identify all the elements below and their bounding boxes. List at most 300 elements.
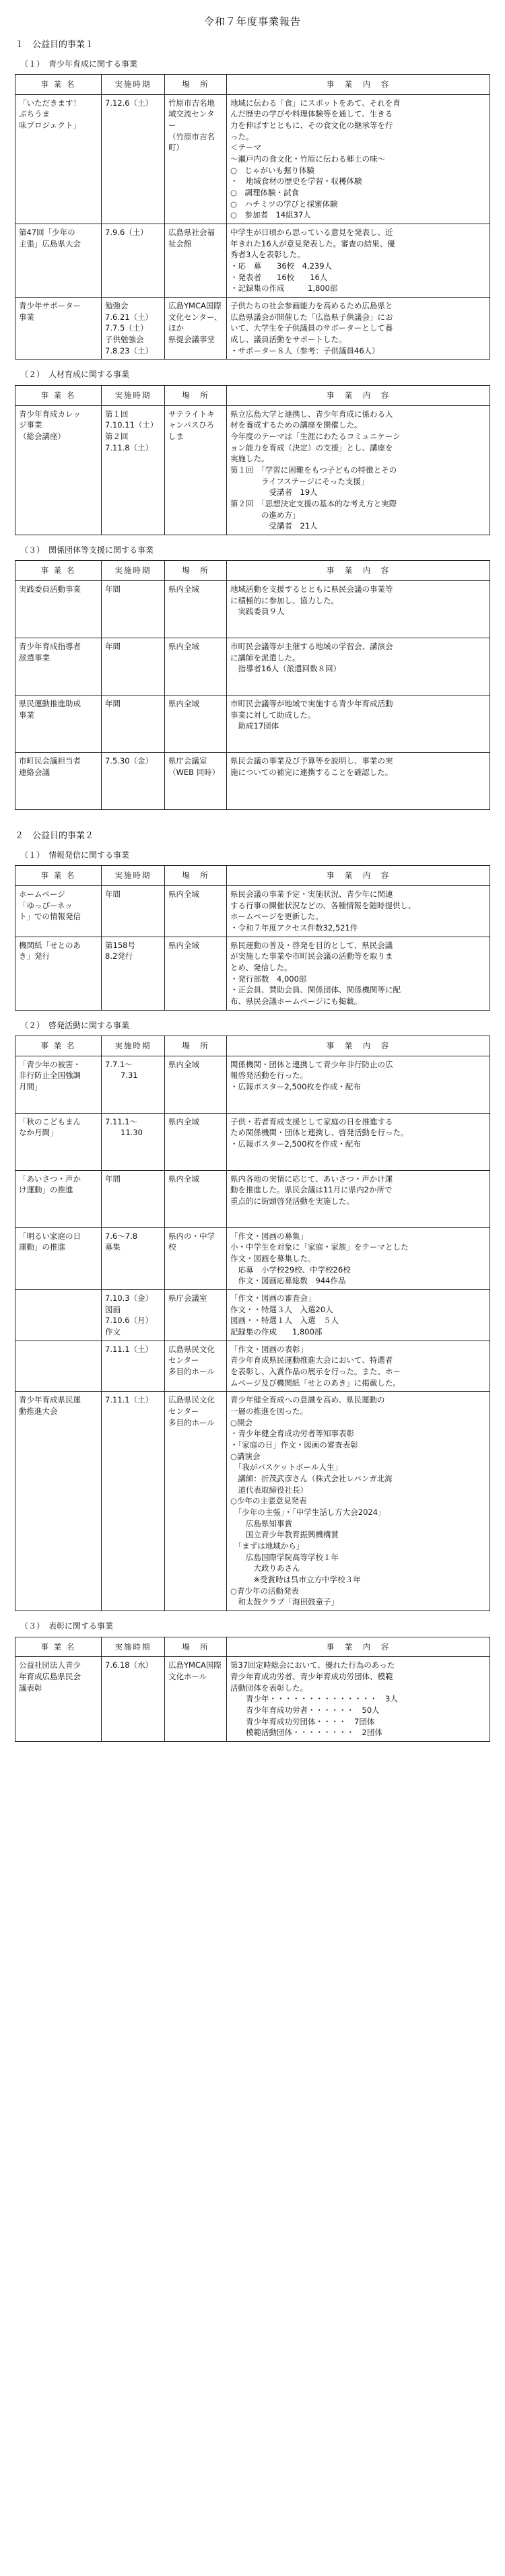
cell-text-line: 広島県議会が開催した「広島県子供議会」にお — [230, 312, 393, 322]
cell-text-line: 子供勉強会 — [105, 335, 144, 345]
cell-text-line: 勉強会 — [105, 301, 129, 311]
cell-text-line: 大政りあさん — [230, 1563, 300, 1573]
cell-text-line: 第47回「少年の — [19, 228, 75, 238]
cell-text-line: 7.6.18（水） — [105, 1660, 154, 1670]
cell-text-line: 「作文・図画の募集」 — [230, 1231, 308, 1241]
column-header: 実施時期 — [102, 74, 165, 94]
content-cell — [227, 937, 490, 1010]
cell-text-line: ・サポーター８人（参考：子供議員46人） — [230, 345, 380, 355]
cell-text-line: 青少年育成功労者、青少年育成功労団体、模範 — [230, 1671, 393, 1681]
content-cell — [227, 224, 490, 298]
cell-text-line: け運動」の推進 — [19, 1185, 73, 1195]
project-name-cell — [15, 937, 102, 1010]
cell-text-line: ～瀬戸内の食文化・竹原に伝わる郷土の味～ — [230, 154, 385, 164]
column-header: 事 業 名 — [15, 1637, 102, 1657]
cell-text-line: 県内全域 — [168, 1116, 199, 1126]
cell-text-line: 域交流センタ — [168, 109, 215, 119]
cell-text-line: ・発行部数 4,000部 — [230, 974, 307, 984]
table-row — [15, 1657, 490, 1742]
column-header: 実施時期 — [102, 1637, 165, 1657]
cell-text-line: 第37回定時総会において、優れた行為のあった — [230, 1660, 395, 1670]
cell-text-line: なか月間」 — [19, 1128, 58, 1138]
cell-text-line: 7.10.11（土） — [105, 420, 158, 430]
cell-text-line: 講師：折茂武彦さん（株式会社レバンガ北海 — [230, 1474, 393, 1484]
content-cell — [227, 638, 490, 695]
cell-text-line: 「作文・図画の表彰」 — [230, 1344, 308, 1354]
cell-text-line: 県内各地の実情に応じて、あいさつ・声かけ運 — [230, 1174, 393, 1184]
cell-text-line: 年育成広島県民会 — [19, 1671, 81, 1681]
table-row — [15, 1056, 490, 1113]
content-cell — [227, 752, 490, 809]
cell-text-line: 道代表取締役社長） — [230, 1485, 308, 1495]
cell-text-line: 県内全域 — [168, 698, 199, 708]
period-cell — [102, 638, 165, 695]
column-header: 場 所 — [165, 74, 227, 94]
cell-text-line: ・記録集の作成 1,800部 — [230, 283, 338, 294]
cell-text-line: 機関紙「せとのあ — [19, 940, 81, 950]
place-cell — [165, 224, 227, 298]
cell-text-line: 青少年・・・・・・・・・・・・・・ 3人 — [230, 1694, 398, 1704]
cell-text-line: が実施した事業や市町民会議の活動等を取りま — [230, 951, 393, 961]
cell-text-line: 文化センター、 — [168, 312, 222, 322]
cell-text-line: 味プロジェクト」 — [19, 121, 81, 130]
column-header: 事 業 内 容 — [227, 866, 490, 886]
period-cell — [102, 1341, 165, 1392]
cell-text-line: 青少年育成カレッ — [19, 409, 81, 419]
column-header: 実施時期 — [102, 1036, 165, 1056]
cell-text-line: ○ ハチミツの学びと採蜜体験 — [230, 199, 338, 209]
project-name-cell — [15, 1056, 102, 1113]
report-sections — [15, 39, 490, 1742]
cell-text-line: 連絡会議 — [19, 767, 50, 777]
cell-text-line: 広島県民文化 — [168, 1344, 215, 1354]
cell-text-line: 県内の・中学 — [168, 1231, 215, 1241]
cell-text-line: 募集 — [105, 1242, 121, 1252]
cell-text-line: 県内全域 — [168, 889, 199, 899]
column-header: 事 業 名 — [15, 1036, 102, 1056]
period-cell — [102, 1170, 165, 1227]
cell-text-line: ライフステージにそった支援」 — [230, 476, 369, 486]
cell-text-line: 青少年育成県民運動推進大会において、特選者 — [230, 1355, 393, 1365]
cell-text-line: ○ 参加者 14組37人 — [230, 210, 311, 220]
cell-text-line: 広島県知事賞 — [230, 1518, 292, 1528]
cell-text-line: 非行防止全国強調 — [19, 1071, 81, 1081]
cell-text-line: 派遣事業 — [19, 652, 50, 663]
table-row — [15, 580, 490, 638]
cell-text-line: 年間 — [105, 889, 121, 899]
cell-text-line: 7.11.1（土） — [105, 1395, 154, 1405]
cell-text-line: 応募 小学校29校、中学校26校 — [230, 1264, 351, 1275]
cell-text-line: ー — [168, 121, 176, 130]
cell-text-line: 事業 — [19, 710, 34, 720]
period-cell — [102, 94, 165, 224]
cell-text-line: （総会講座） — [19, 431, 65, 441]
cell-text-line: センター — [168, 1406, 199, 1417]
period-cell — [102, 1657, 165, 1742]
project-name-cell — [15, 1290, 102, 1341]
place-cell — [165, 298, 227, 360]
cell-text-line: 県提会議事堂 — [168, 335, 215, 345]
project-name-cell — [15, 638, 102, 695]
cell-text-line: を表彰し、入賞作品の展示を行った。また、ホー — [230, 1367, 401, 1377]
cell-text-line: 県立広島大学と連携し、青少年育成に係わる人 — [230, 409, 393, 419]
cell-text-line: 模範活動団体・・・・・・・・ 2団体 — [230, 1728, 382, 1738]
table-row — [15, 638, 490, 695]
place-cell — [165, 405, 227, 535]
cell-text-line: 記録集の作成 1,800部 — [230, 1327, 323, 1337]
place-cell — [165, 638, 227, 695]
cell-text-line: 作文・図画応募総数 944作品 — [230, 1276, 346, 1286]
place-cell — [165, 937, 227, 1010]
subsection-heading: （１） 青少年育成に関する事業 — [20, 59, 138, 69]
place-cell — [165, 1056, 227, 1113]
cell-text-line: 今年度のテーマは「生涯にわたるコミュニケーシ — [230, 431, 401, 441]
cell-text-line: 祉会館 — [168, 238, 192, 248]
cell-text-line: に講師を派遣した。 — [230, 652, 300, 663]
cell-text-line: ャンパスひろ — [168, 420, 215, 430]
place-cell — [165, 1290, 227, 1341]
subsection-heading: （１） 情報発信に関する事業 — [20, 850, 130, 860]
cell-text-line: 作文 — [105, 1327, 121, 1337]
project-name-cell — [15, 1341, 102, 1392]
cell-text-line: 7.10.3（金） — [105, 1293, 154, 1303]
table-row — [15, 224, 490, 298]
cell-text-line: 地域活動を支援するとともに県民会議の事業等 — [230, 584, 393, 594]
cell-text-line: 議表彰 — [19, 1683, 42, 1693]
project-name-cell — [15, 1170, 102, 1227]
column-header: 事 業 名 — [15, 385, 102, 405]
cell-text-line: 校 — [168, 1242, 176, 1252]
cell-text-line: 第１回 — [105, 409, 129, 419]
cell-text-line: ・青少年健全育成功労者等知事表彰 — [230, 1429, 354, 1439]
cell-text-line: 受講者 19人 — [230, 487, 318, 498]
period-cell — [102, 1113, 165, 1170]
cell-text-line: （WEB 同時） — [168, 767, 220, 777]
cell-text-line: 助成17団体 — [230, 721, 279, 731]
table-header-row — [15, 866, 490, 886]
cell-text-line: とめ、発信した。 — [230, 962, 292, 972]
cell-text-line: 事業 — [19, 312, 34, 322]
cell-text-line: （竹原市吉名町） — [168, 131, 215, 153]
content-cell — [227, 1056, 490, 1113]
period-cell — [102, 752, 165, 809]
cell-text-line: 指導者16人（派遣回数８回） — [230, 664, 341, 674]
cell-text-line: 青少年育成功労団体・・・・ 7団体 — [230, 1716, 375, 1726]
place-cell — [165, 1113, 227, 1170]
report-table — [15, 865, 490, 1010]
column-header: 事 業 内 容 — [227, 1036, 490, 1056]
place-cell — [165, 580, 227, 638]
cell-text-line: んだ歴史の学びや料理体験等を通して、生きる — [230, 109, 393, 119]
project-name-cell — [15, 580, 102, 638]
cell-text-line: 「あいさつ・声か — [19, 1174, 81, 1184]
cell-text-line: ○ 調理体験・試食 — [230, 188, 300, 198]
column-header: 事 業 内 容 — [227, 1637, 490, 1657]
cell-text-line: 公益社団法人青少 — [19, 1660, 81, 1670]
cell-text-line: 県民会議の事業予定・実施状況、青少年に関連 — [230, 889, 393, 899]
cell-text-line: に積極的に参加し、協力した。 — [230, 595, 339, 605]
cell-text-line: 多目的ホール — [168, 1367, 215, 1377]
cell-text-line: ョン能力を育成（決定）の支援」とし、講座を — [230, 442, 393, 452]
cell-text-line: ・ 地域食材の歴史を学習・収穫体験 — [230, 176, 362, 187]
cell-text-line: き」発行 — [19, 951, 50, 961]
cell-text-line: 活動団体を表彰した。 — [230, 1683, 308, 1693]
cell-text-line: ○開会 — [230, 1417, 253, 1427]
cell-text-line: 国立青少年教育振興機構賞 — [230, 1530, 339, 1540]
table-header-row — [15, 561, 490, 581]
column-header: 事 業 名 — [15, 561, 102, 581]
column-header: 実施時期 — [102, 561, 165, 581]
column-header: 場 所 — [165, 1036, 227, 1056]
project-name-cell — [15, 224, 102, 298]
cell-text-line: ＜テーマ — [230, 143, 261, 153]
section-heading: １ 公益目的事業１ — [15, 39, 94, 50]
table-row — [15, 752, 490, 809]
cell-text-line: 竹原市吉名地 — [168, 98, 215, 108]
table-row — [15, 298, 490, 360]
content-cell — [227, 1657, 490, 1742]
cell-text-line: 県内全域 — [168, 1174, 199, 1184]
project-name-cell — [15, 695, 102, 752]
cell-text-line: する行事の開催状況などの、各種情報を随時提供し、 — [230, 900, 416, 910]
table-row — [15, 1290, 490, 1341]
cell-text-line: ○少年の主張意見発表 — [230, 1496, 307, 1506]
period-cell — [102, 1227, 165, 1289]
column-header: 実施時期 — [102, 866, 165, 886]
cell-text-line: 7.7.5（土） — [105, 323, 148, 333]
report-table — [15, 74, 490, 360]
table-row — [15, 1392, 490, 1611]
column-header: 場 所 — [165, 385, 227, 405]
table-row — [15, 1227, 490, 1289]
column-header: 事 業 内 容 — [227, 74, 490, 94]
cell-text-line: 7.6.21（土） — [105, 312, 154, 322]
period-cell — [102, 224, 165, 298]
cell-text-line: 第158号 — [105, 940, 135, 950]
cell-text-line: 一層の推進を図った。 — [230, 1406, 308, 1417]
cell-text-line: 青少年健全育成への意識を高め、県民運動の — [230, 1395, 385, 1405]
cell-text-line: ○青少年の活動発表 — [230, 1586, 300, 1596]
cell-text-line: ・応 募 36校 4,239人 — [230, 261, 333, 271]
place-cell — [165, 1392, 227, 1611]
report-table — [15, 385, 490, 535]
cell-text-line: 年間 — [105, 584, 121, 594]
cell-text-line: 成し、議員活動をサポートした。 — [230, 335, 347, 345]
cell-text-line: 「我がバスケットボール人生」 — [230, 1462, 342, 1472]
place-cell — [165, 695, 227, 752]
project-name-cell — [15, 94, 102, 224]
cell-text-line: しま — [168, 431, 184, 441]
cell-text-line: 多目的ホール — [168, 1417, 215, 1427]
cell-text-line: 7.8.23（土） — [105, 345, 154, 355]
cell-text-line: ため関係機関・団体と連携し、啓発活動を行った。 — [230, 1128, 409, 1138]
content-cell — [227, 1113, 490, 1170]
cell-text-line: 「ゆっぴーネッ — [19, 900, 73, 910]
cell-text-line: 7.11.1（土） — [105, 1344, 154, 1354]
cell-text-line: 第２回 — [105, 431, 129, 441]
cell-text-line: 7.10.6（月） — [105, 1316, 154, 1326]
place-cell — [165, 1657, 227, 1742]
cell-text-line: 作文・図画を募集した。 — [230, 1253, 316, 1263]
cell-text-line: 年間 — [105, 1174, 121, 1184]
cell-text-line: ホームページを更新した。 — [230, 912, 323, 922]
cell-text-line: 中学生が日頃から思っている意見を発表し、近 — [230, 228, 393, 238]
cell-text-line: ○講演会 — [230, 1451, 261, 1461]
cell-text-line: 7.6～7.8 — [105, 1231, 138, 1241]
place-cell — [165, 752, 227, 809]
project-name-cell — [15, 405, 102, 535]
subsection-heading: （３） 関係団体等支援に関する事業 — [20, 545, 154, 555]
cell-text-line: 8.2発行 — [105, 951, 133, 961]
content-cell — [227, 1290, 490, 1341]
column-header: 場 所 — [165, 561, 227, 581]
period-cell — [102, 1392, 165, 1611]
cell-text-line: 秀者3人を表彰した。 — [230, 250, 305, 260]
project-name-cell — [15, 885, 102, 937]
content-cell — [227, 1392, 490, 1611]
cell-text-line: 県内全域 — [168, 1059, 199, 1069]
place-cell — [165, 1341, 227, 1392]
cell-text-line: ・正会員、賛助会員、関係団体、関係機関等に配 — [230, 985, 401, 995]
column-header: 事 業 名 — [15, 866, 102, 886]
cell-text-line: 年間 — [105, 698, 121, 708]
project-name-cell — [15, 1113, 102, 1170]
cell-text-line: 「秋のこどもまん — [19, 1116, 81, 1126]
cell-text-line: 実践委員９人 — [230, 607, 285, 617]
column-header: 事 業 内 容 — [227, 385, 490, 405]
cell-text-line: 実践委員活動事業 — [19, 584, 81, 594]
column-header: 場 所 — [165, 866, 227, 886]
cell-text-line: 月間」 — [19, 1081, 42, 1091]
cell-text-line: 動推進大会 — [19, 1406, 58, 1417]
period-cell — [102, 1056, 165, 1113]
section-heading: ２ 公益目的事業２ — [15, 830, 94, 841]
table-row — [15, 1341, 490, 1392]
cell-text-line: 県民会議の事業及び予算等を説明し、事業の実 — [230, 755, 393, 766]
column-header: 場 所 — [165, 1637, 227, 1657]
cell-text-line: 青少年育成指導者 — [19, 641, 81, 651]
project-name-cell — [15, 298, 102, 360]
content-cell — [227, 695, 490, 752]
cell-text-line: 広島YMCA国際 — [168, 301, 222, 311]
project-name-cell — [15, 752, 102, 809]
cell-text-line: 7.11.8（土） — [105, 442, 154, 452]
content-cell — [227, 94, 490, 224]
table-row — [15, 405, 490, 535]
report-table — [15, 560, 490, 810]
period-cell — [102, 937, 165, 1010]
cell-text-line: 7.31 — [105, 1071, 138, 1081]
period-cell — [102, 405, 165, 535]
content-cell — [227, 405, 490, 535]
cell-text-line: 「青少年の被害・ — [19, 1059, 81, 1069]
cell-text-line: 和太鼓クラブ「海田鼓童子」 — [230, 1597, 339, 1607]
table-header-row — [15, 1637, 490, 1657]
cell-text-line: 年間 — [105, 641, 121, 651]
table-row — [15, 937, 490, 1010]
place-cell — [165, 885, 227, 937]
table-header-row — [15, 385, 490, 405]
content-cell — [227, 1341, 490, 1392]
cell-text-line: ホームページ — [19, 889, 65, 899]
cell-text-line: 広島県民文化 — [168, 1395, 215, 1405]
cell-text-line: いて、大学生を子供議員のサポーターとして養 — [230, 323, 393, 333]
table-header-row — [15, 74, 490, 94]
cell-text-line: 「まずは地域から」 — [230, 1541, 304, 1551]
cell-text-line: ト」での情報発信 — [19, 912, 81, 922]
period-cell — [102, 885, 165, 937]
cell-text-line: 材を養成するための講座を開催した。 — [230, 420, 362, 430]
cell-text-line: 市町民会議担当者 — [19, 755, 81, 766]
content-cell — [227, 1227, 490, 1289]
cell-text-line: 青少年サポーター — [19, 301, 81, 311]
cell-text-line: ・令和７年度アクセス件数32,521件 — [230, 922, 358, 933]
cell-text-line: 子供・若者育成支援として家庭の日を推進する — [230, 1116, 393, 1126]
cell-text-line: ぶちうま — [19, 109, 50, 119]
column-header: 実施時期 — [102, 385, 165, 405]
cell-text-line: 図画 — [105, 1304, 121, 1314]
cell-text-line: 県内全域 — [168, 584, 199, 594]
cell-text-line: 地域に伝わる「食」にスポットをあて、それを育 — [230, 98, 401, 108]
cell-text-line: ジ事業 — [19, 420, 42, 430]
cell-text-line: 市町民会議等が主催する地域の学習会、講演会 — [230, 641, 393, 651]
period-cell — [102, 580, 165, 638]
place-cell — [165, 94, 227, 224]
cell-text-line: 広島YMCA国際 — [168, 1660, 222, 1670]
cell-text-line: 広島県社会福 — [168, 228, 215, 238]
cell-text-line: 「少年の主張」・「中学生話し方大会2024」 — [230, 1507, 386, 1518]
cell-text-line: 7.5.30（金） — [105, 755, 154, 766]
cell-text-line: 7.12.6（土） — [105, 98, 154, 108]
cell-text-line: 実施した。 — [230, 454, 269, 464]
cell-text-line: 主張」広島県大会 — [19, 238, 81, 248]
cell-text-line: 動を推進した。県民会議は11月に県内2か所で — [230, 1185, 393, 1195]
report-table — [15, 1036, 490, 1611]
period-cell — [102, 1290, 165, 1341]
cell-text-line: 布、県民会議ホームページにも掲載。 — [230, 996, 362, 1006]
cell-text-line: 事業に対して助成した。 — [230, 710, 316, 720]
table-row — [15, 1170, 490, 1227]
cell-text-line: 図画・・特選１人 入選 ５人 — [230, 1316, 339, 1326]
subsection-heading: （２） 啓発活動に関する事業 — [20, 1020, 130, 1030]
cell-text-line: 市町民会議等が地域で実施する青少年育成活動 — [230, 698, 393, 708]
project-name-cell — [15, 1392, 102, 1611]
table-row — [15, 885, 490, 937]
cell-text-line: 県庁会議室 — [168, 755, 207, 766]
cell-text-line: った。 — [230, 131, 254, 141]
project-name-cell — [15, 1227, 102, 1289]
cell-text-line: 関係機関・団体と連携して青少年非行防止の広 — [230, 1059, 393, 1069]
cell-text-line: ・「家庭の日」作文・図画の審査表彰 — [230, 1440, 358, 1450]
project-name-cell — [15, 1657, 102, 1742]
cell-text-line: 受講者 21人 — [230, 521, 318, 531]
cell-text-line: 力を伸ばすとともに、その食文化の継承等を行 — [230, 121, 393, 130]
cell-text-line: サテライトキ — [168, 409, 215, 419]
cell-text-line: 青少年育成功労者・・・・・・ 50人 — [230, 1705, 380, 1715]
cell-text-line: ・広報ポスター2,500枚を作成・配布 — [230, 1081, 361, 1091]
cell-text-line: 小・中学生を対象に「家庭・家族」をテーマとした — [230, 1242, 409, 1252]
content-cell — [227, 1170, 490, 1227]
content-cell — [227, 885, 490, 937]
report-table — [15, 1637, 490, 1742]
cell-text-line: 報啓発活動を行った。 — [230, 1071, 308, 1081]
cell-text-line: 年きれた16人が意見発表した。審査の結果、優 — [230, 238, 395, 248]
table-row — [15, 695, 490, 752]
table-header-row — [15, 1036, 490, 1056]
place-cell — [165, 1170, 227, 1227]
cell-text-line: 施についての補完に連携することを確認した。 — [230, 767, 393, 777]
cell-text-line: 7.7.1～ — [105, 1059, 133, 1069]
